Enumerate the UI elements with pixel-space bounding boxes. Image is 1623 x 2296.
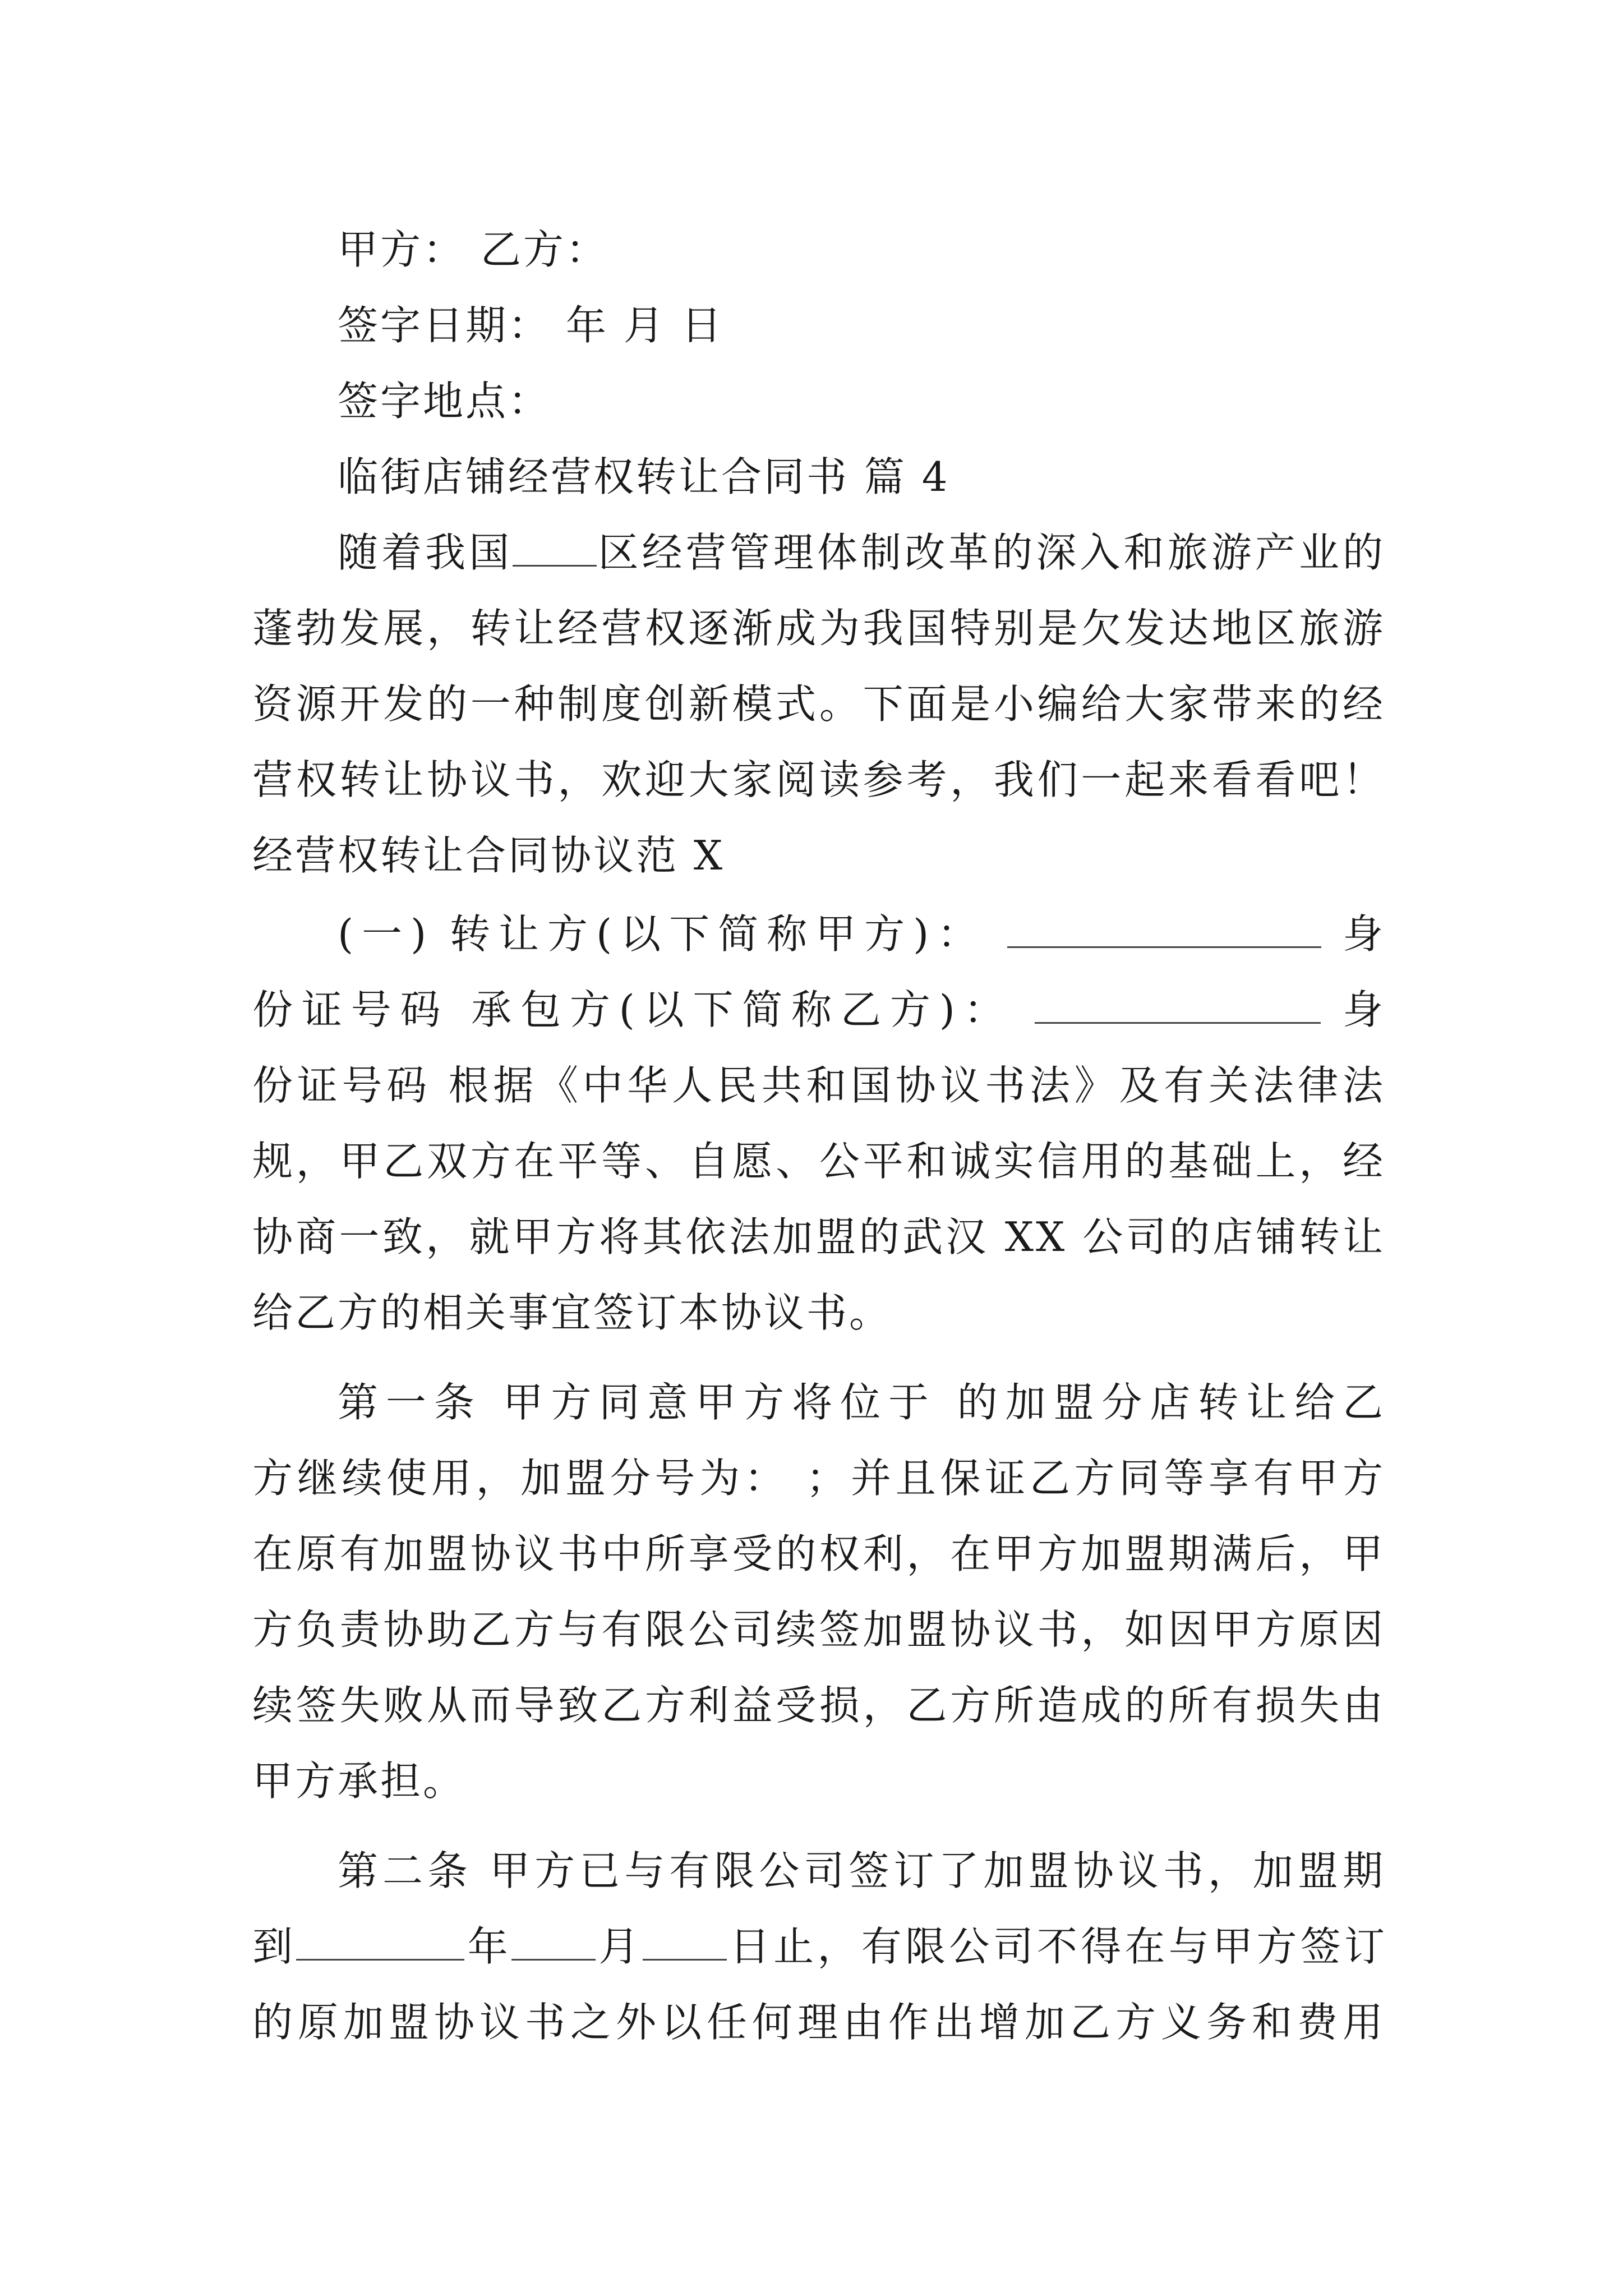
- paragraph-line: 的原加盟协议书之外以任何理由作出增加乙方义务和费用: [252, 1999, 1385, 2046]
- paragraph-line: 份证号码 承包方(以下简称乙方)： 身: [252, 986, 1386, 1033]
- fill-in-blank: [513, 532, 597, 567]
- paragraph-line: 给乙方的相关事宜签订本协议书。: [252, 1289, 892, 1336]
- paragraph-line: 协商一致，就甲方将其依法加盟的武汉 XX 公司的店铺转让: [252, 1213, 1385, 1260]
- section-title: 临街店铺经营权转让合同书 篇 4: [338, 453, 950, 500]
- paragraph-line: 规，甲乙双方在平等、自愿、公平和诚实信用的基础上，经: [252, 1138, 1385, 1185]
- paragraph-line: 续签失败从而导致乙方利益受损，乙方所造成的所有损失由: [252, 1682, 1385, 1729]
- paragraph-line: 方继续使用，加盟分号为： ；并且保证乙方同等享有甲方: [252, 1455, 1385, 1502]
- paragraph-line: 资源开发的一种制度创新模式。下面是小编给大家带来的经: [252, 680, 1385, 728]
- paragraph-line: 到 年 月 日止，有限公司不得在与甲方签订: [252, 1923, 1385, 1970]
- paragraph-line: 营权转让协议书，欢迎大家阅读参考，我们一起来看看吧！: [252, 756, 1385, 803]
- paragraph-line: (一) 转让方(以下简称甲方)： 身: [338, 910, 1386, 958]
- signature-date-line: 签字日期： 年 月 日: [338, 302, 724, 349]
- paragraph-line: 蓬勃发展，转让经营权逐渐成为我国特别是欠发达地区旅游: [252, 605, 1385, 652]
- signature-parties-line: 甲方： 乙方：: [338, 226, 608, 273]
- fill-in-blank: [1035, 990, 1321, 1024]
- paragraph-line: 在原有加盟协议书中所享受的权利，在甲方加盟期满后，甲: [252, 1530, 1385, 1577]
- paragraph-line: 第二条 甲方已与有限公司签订了加盟协议书，加盟期: [338, 1847, 1385, 1894]
- paragraph-line: 份证号码 根据《中华人民共和国协议书法》及有关法律法: [252, 1062, 1385, 1109]
- paragraph-line: 第一条 甲方同意甲方将位于 的加盟分店转让给乙: [338, 1379, 1385, 1426]
- paragraph-line: 方负责协助乙方与有限公司续签加盟协议书，如因甲方原因: [252, 1606, 1385, 1653]
- paragraph-line: 甲方承担。: [252, 1757, 466, 1805]
- fill-in-blank: [1007, 914, 1321, 948]
- contract-heading: 经营权转让合同协议范 X: [252, 832, 725, 879]
- signature-place-line: 签字地点：: [338, 378, 551, 425]
- fill-in-blank: [296, 1926, 464, 1961]
- fill-in-blank: [643, 1926, 727, 1961]
- fill-in-blank: [511, 1926, 596, 1961]
- paragraph-line: 随着我国 区经营管理体制改革的深入和旅游产业的: [338, 529, 1385, 576]
